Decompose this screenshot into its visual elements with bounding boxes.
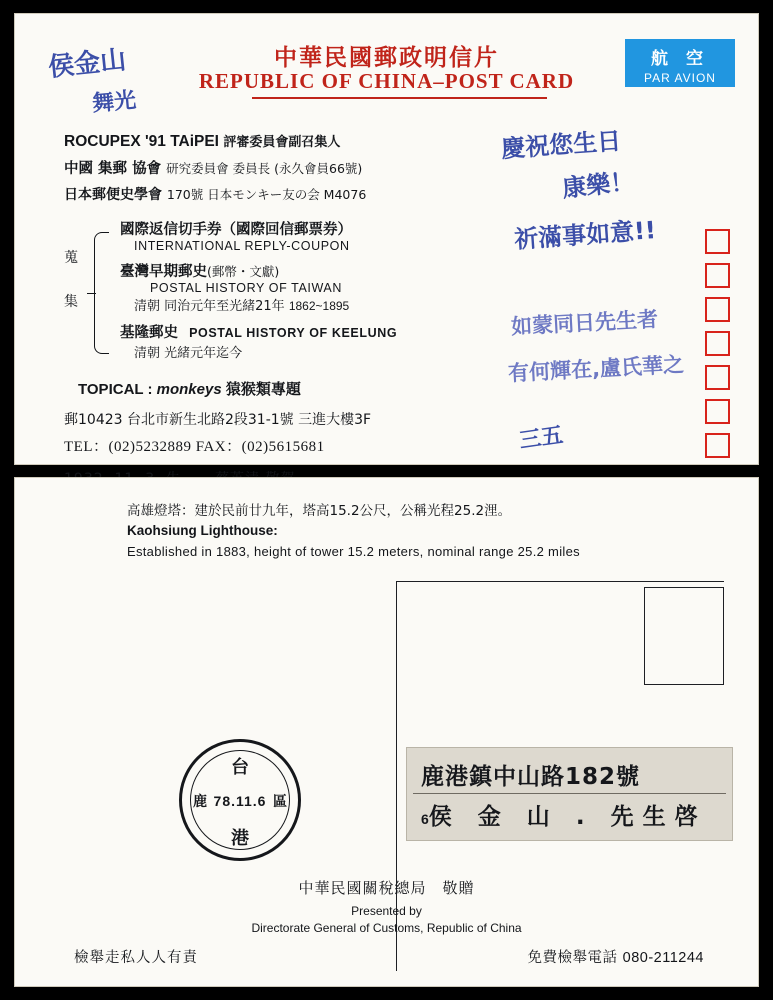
hotline-number: 080-211244 (622, 950, 704, 966)
keelung-english: POSTAL HISTORY OF KEELUNG (189, 326, 398, 340)
taiwan-chinese-sub: (郵幣・文獻) (207, 264, 280, 279)
keelung-line (120, 321, 464, 342)
recipient-address-label (406, 747, 733, 841)
handwritten-message-line-5: 有何輝在,盧氏華之 (507, 352, 685, 386)
org-line-3 (64, 184, 464, 204)
collect-item-irc (120, 218, 464, 253)
postcard-back (14, 477, 759, 987)
airmail-chinese-label: 航 空 (651, 49, 709, 69)
postmark-right-text: 區 (273, 794, 287, 810)
title-underline (252, 97, 547, 99)
philatelic-assoc-role: 研究委員會 委員長 (永久會員66號) (166, 161, 363, 176)
curly-brace (94, 232, 109, 354)
irc-chinese: 國際返信切手券（國際回信郵票券） (120, 222, 352, 238)
airmail-sticker (625, 39, 735, 87)
red-checkbox[interactable] (705, 433, 730, 458)
keelung-period: 清朝 光緒元年迄今 (134, 346, 243, 361)
topical-chinese: 猿猴類專題 (225, 380, 301, 398)
recipient-name-line (421, 798, 707, 831)
red-checkbox[interactable] (705, 229, 730, 254)
red-checkbox[interactable] (705, 331, 730, 356)
caption-chinese: 高雄燈塔：建於民前廿九年，塔高15.2公尺，公稱光程25.2浬。 (127, 503, 512, 519)
red-checkbox[interactable] (705, 263, 730, 288)
hotline-label: 免費檢舉電話 (527, 950, 618, 966)
org-line-1 (64, 131, 464, 151)
org-line-2 (64, 157, 464, 178)
credit-block (14, 877, 759, 935)
handwritten-mark: 三五 (517, 423, 565, 454)
collect-item-keelung (120, 321, 464, 361)
irc-english: INTERNATIONAL REPLY-COUPON (134, 239, 350, 253)
topical-value: monkeys (156, 381, 222, 398)
collect-label-char-2: 集 (64, 294, 78, 310)
credit-organization: Directorate General of Customs, Republic of China (251, 921, 522, 935)
taiwan-period (134, 295, 464, 314)
postcard-front (14, 13, 759, 465)
postmark-left-text: 鹿 (193, 794, 207, 810)
collecting-items (120, 218, 464, 361)
footer-right-hotline (528, 946, 704, 967)
japan-postal-society-detail: 170號 日本モンキー友の会 M4076 (166, 187, 367, 202)
airmail-french-label: PAR AVION (644, 71, 716, 85)
keelung-chinese: 基隆郵史 (120, 325, 178, 341)
collecting-interests-group (64, 218, 464, 368)
footer-left-slogan: 檢舉走私人人有責 (74, 950, 198, 966)
sender-address: 郵10423 台北市新生北路2段31-1號 三進大樓3F (64, 412, 372, 428)
rocupex-role: 評審委員會副召集人 (223, 135, 341, 150)
handwritten-message-line-3: 祈滿事如意!! (513, 216, 657, 254)
topical-label: TOPICAL : (78, 381, 153, 398)
taiwan-chinese-main: 臺灣早期郵史 (120, 264, 207, 280)
horizontal-divider (396, 581, 724, 582)
caption-english-body: Established in 1883, height of tower 15.2 meters, nominal range 25.2 miles (127, 544, 580, 559)
postmark-date: 78.11.6 (213, 793, 267, 809)
topical-line (78, 378, 464, 399)
handwritten-message-line-2: 康樂！ (560, 167, 636, 203)
red-checkbox[interactable] (705, 399, 730, 424)
collect-label-char-1: 蒐 (64, 250, 78, 266)
taiwan-period-cn: 清朝 同治元年至光緒21年 (134, 299, 285, 314)
postmark-bottom-text: 港 (231, 828, 249, 849)
philatelic-assoc-label: 中國 集郵 協會 (64, 161, 162, 177)
printed-sender-block (64, 131, 464, 488)
red-checkbox[interactable] (705, 297, 730, 322)
postmark (179, 739, 301, 861)
handwritten-sender-sub: 舞光 (91, 88, 138, 117)
collect-label (64, 236, 78, 324)
recipient-prefix: 6 (421, 811, 429, 827)
collect-item-taiwan (120, 260, 464, 314)
postcard-chinese-title: 中華民國郵政明信片 (274, 45, 499, 71)
handwritten-sender-name: 侯金山 (46, 44, 128, 83)
credit-presented-by: Presented by (351, 904, 422, 918)
postmark-top-text: 台 (231, 757, 265, 778)
rocupex-label: ROCUPEX '91 TAiPEI (64, 133, 219, 150)
japan-postal-society-label: 日本郵便史學會 (64, 187, 162, 203)
recipient-name: 侯 金 山 . 先生啓 (428, 804, 707, 830)
recipient-address-line: 鹿港鎮中山路182號 (421, 764, 641, 790)
handwritten-message-line-1: 慶祝您生日 (500, 126, 623, 164)
taiwan-chinese (120, 260, 464, 281)
caption-english-title: Kaohsiung Lighthouse: (127, 523, 278, 538)
label-rule (413, 793, 726, 794)
taiwan-english: POSTAL HISTORY OF TAIWAN (150, 281, 342, 295)
red-checkbox-column (705, 229, 730, 467)
red-checkbox[interactable] (705, 365, 730, 390)
sender-phone-fax: TEL：(02)5232889 FAX：(02)5615681 (64, 439, 325, 455)
taiwan-period-years: 1862~1895 (288, 299, 350, 313)
postcard-english-title: REPUBLIC OF CHINA–POST CARD (198, 69, 575, 93)
credit-chinese: 中華民國關稅總局 敬贈 (298, 879, 475, 897)
caption-block (127, 499, 727, 559)
stamp-placeholder-box (644, 587, 724, 685)
handwritten-message-line-4: 如蒙同日先生者 (510, 307, 659, 339)
